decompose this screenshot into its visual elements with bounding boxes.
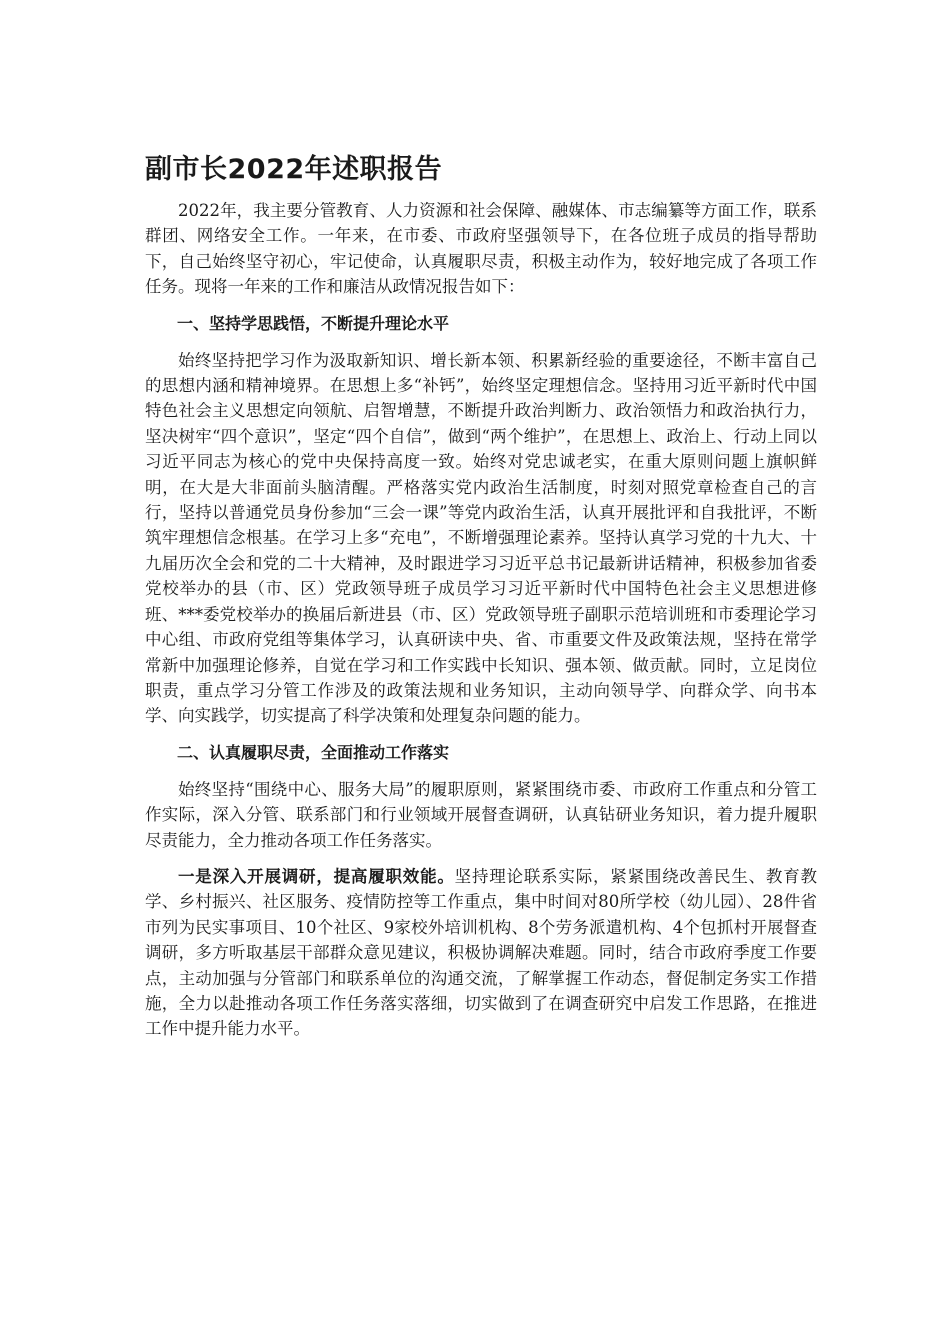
section1-heading: 一、坚持学思践悟，不断提升理论水平 bbox=[177, 313, 450, 333]
document-title: 副市长2022年述职报告 bbox=[145, 154, 443, 185]
document-page bbox=[145, 150, 817, 1053]
point1-lead: 一是深入开展调研，提高履职效能。 bbox=[178, 866, 455, 886]
point1-body: 坚持理论联系实际，紧紧围绕改善民生、教育教学、乡村振兴、社区服务、疫情防控等工作重点，集中时间对80所学校（幼儿园）、28件省市列为民实事项目、10个社区、9家校外培训机构、8个劳务派遣机构、4个包抓村开展督查调研，多方听取基层干部群众意见建议，积极协调解决难题。同时，结合市政府季度工作要点，主动加强与分管部门和联系单位的沟通交流，了解掌握工作动态，督促制定务实工作措施，全力以赴推动各项工作任务落实落细，切实做到了在调查研究中启发工作思路，在推进工作中提升能力水平。 bbox=[145, 866, 818, 1039]
intro-paragraph: 2022年，我主要分管教育、人力资源和社会保障、融媒体、市志编纂等方面工作，联系群团、网络安全工作。一年来，在市委、市政府坚强领导下，在各位班子成员的指导帮助下，自己始终坚守初心，牢记使命，认真履职尽责，积极主动作为，较好地完成了各项工作任务。现将一年来的工作和廉洁从政情况报告如下： bbox=[145, 201, 817, 297]
section2-point1-paragraph bbox=[145, 864, 817, 1042]
section1-paragraph: 始终坚持把学习作为汲取新知识、增长新本领、积累新经验的重要途径，不断丰富自己的思想内涵和精神境界。在思想上多“补钙”，始终坚定理想信念。坚持用习近平新时代中国特色社会主义思想定向领航、启智增慧，不断提升政治判断力、政治领悟力和政治执行力，坚决树牢“四个意识”，坚定“四个自信”，做到“两个维护”，在思想上、政治上、行动上同以习近平同志为核心的党中央保持高度一致。始终对党忠诚老实，在重大原则问题上旗帜鲜明，在大是大非面前头脑清醒。严格落实党内政治生活制度，时刻对照党章检查自己的言行，坚持以普通党员身份参加“三会一课”等党内政治生活，认真开展批评和自我批评，不断筑牢理想信念根基。在学习上多“充电”，不断增强理论素养。坚持认真学习党的十九大、十九届历次全会和党的二十大精神，及时跟进学习习近平总书记最新讲话精神，积极参加省委党校举办的县（市、区）党政领导班子成员学习习近平新时代中国特色社会主义思想进修班、***委党校举办的换届后新进县（市、区）党政领导班子副职示范培训班和市委理论学习中心组、市政府党组等集体学习，认真研读中央、省、市重要文件及政策法规，坚持在常学常新中加强理论修养，自觉在学习和工作实践中长知识、强本领、做贡献。同时，立足岗位职责，重点学习分管工作涉及的政策法规和业务知识，主动向领导学、向群众学、向书本学、向实践学，切实提高了科学决策和处理复杂问题的能力。 bbox=[145, 350, 817, 726]
section2-paragraph: 始终坚持“围绕中心、服务大局”的履职原则，紧紧围绕市委、市政府工作重点和分管工作实际，深入分管、联系部门和行业领域开展督查调研，认真钻研业务知识，着力提升履职尽责能力，全力推动各项工作任务落实。 bbox=[145, 779, 817, 850]
section2-heading: 二、认真履职尽责，全面推动工作落实 bbox=[177, 742, 450, 762]
